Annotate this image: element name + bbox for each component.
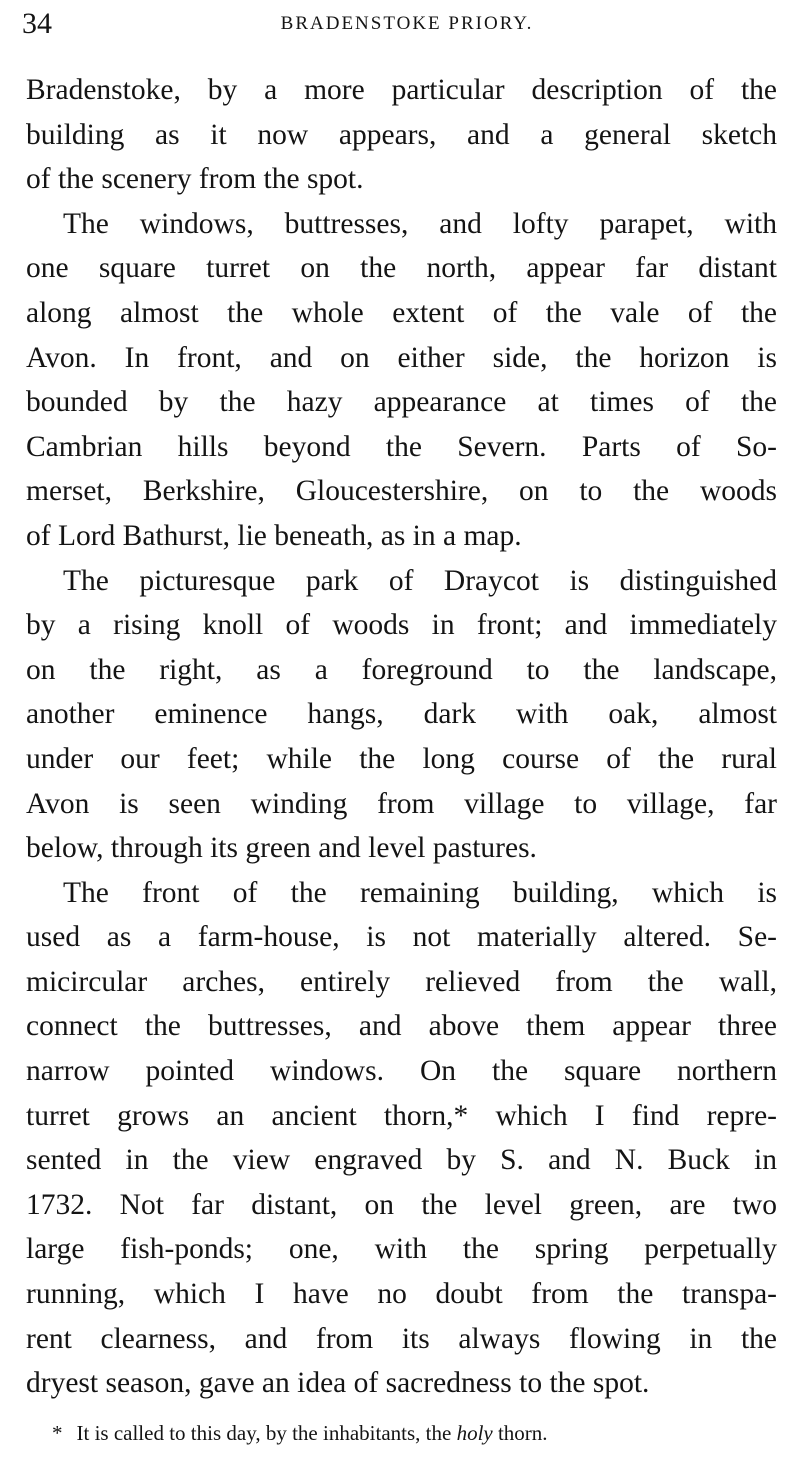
text-line: Bradenstoke, by a more particular description of the [26, 74, 777, 106]
text-line: under our feet; while the long course of the rural [26, 742, 777, 775]
text-line: one square turret on the north, appear far distant [26, 252, 777, 285]
body-text [26, 68, 777, 1406]
text-line: turret grows an ancient thorn,* which I find repre- [26, 1099, 777, 1132]
text-line: large fish-ponds; one, with the spring perpetually [26, 1233, 777, 1266]
text-line: of the scenery from the spot. [26, 163, 364, 196]
text-line: by a rising knoll of woods in front; and immediately [26, 609, 777, 642]
text-line: The picturesque park of Draycot is distinguished [63, 564, 777, 597]
text-line: sented in the view engraved by S. and N. Buck in [26, 1144, 777, 1177]
running-head [20, 6, 780, 42]
text-line: micircular arches, entirely relieved from the wall, [26, 965, 777, 998]
text-line: running, which I have no doubt from the transpa- [26, 1278, 777, 1311]
footnote [52, 1418, 772, 1448]
text-line: another eminence hangs, dark with oak, almost [26, 698, 777, 731]
paragraph [26, 559, 777, 871]
text-line: dryest season, gave an idea of sacredness to the spot. [26, 1367, 650, 1400]
text-line: building as it now appears, and a general sketch [26, 118, 777, 151]
footnote-text-before: It is called to this day, by the inhabitants, the [76, 1421, 452, 1445]
text-line: The front of the remaining building, which is [63, 876, 777, 909]
paragraph [26, 68, 777, 202]
footnote-text-after: thorn. [497, 1421, 548, 1445]
text-line: used as a farm-house, is not materially altered. Se- [26, 921, 777, 954]
footnote-mark: * [52, 1421, 63, 1445]
text-line: rent clearness, and from its always flowing in the [26, 1322, 777, 1355]
text-line: on the right, as a foreground to the landscape, [26, 653, 777, 686]
page-number: 34 [22, 7, 52, 40]
text-line: below, through its green and level pastures. [26, 832, 537, 865]
text-line: connect the buttresses, and above them appear three [26, 1010, 777, 1043]
text-line: along almost the whole extent of the vale of the [26, 296, 777, 329]
text-line: 1732. Not far distant, on the level green, are two [26, 1188, 777, 1221]
text-line: Avon. In front, and on either side, the horizon is [26, 341, 777, 374]
running-title: BRADENSTOKE PRIORY. [280, 13, 534, 34]
text-line: merset, Berkshire, Gloucestershire, on to the woods [26, 475, 777, 508]
paragraph [26, 871, 777, 1406]
text-line: bounded by the hazy appearance at times of the [26, 386, 777, 419]
paragraph [26, 202, 777, 559]
text-line: of Lord Bathurst, lie beneath, as in a map. [26, 519, 522, 552]
text-line: The windows, buttresses, and lofty parapet, with [63, 207, 777, 240]
text-line: Avon is seen winding from village to village, far [26, 787, 777, 820]
text-line: narrow pointed windows. On the square northern [26, 1055, 777, 1088]
footnote-italic-word: holy [456, 1421, 493, 1445]
text-line: Cambrian hills beyond the Severn. Parts of So- [26, 430, 777, 463]
